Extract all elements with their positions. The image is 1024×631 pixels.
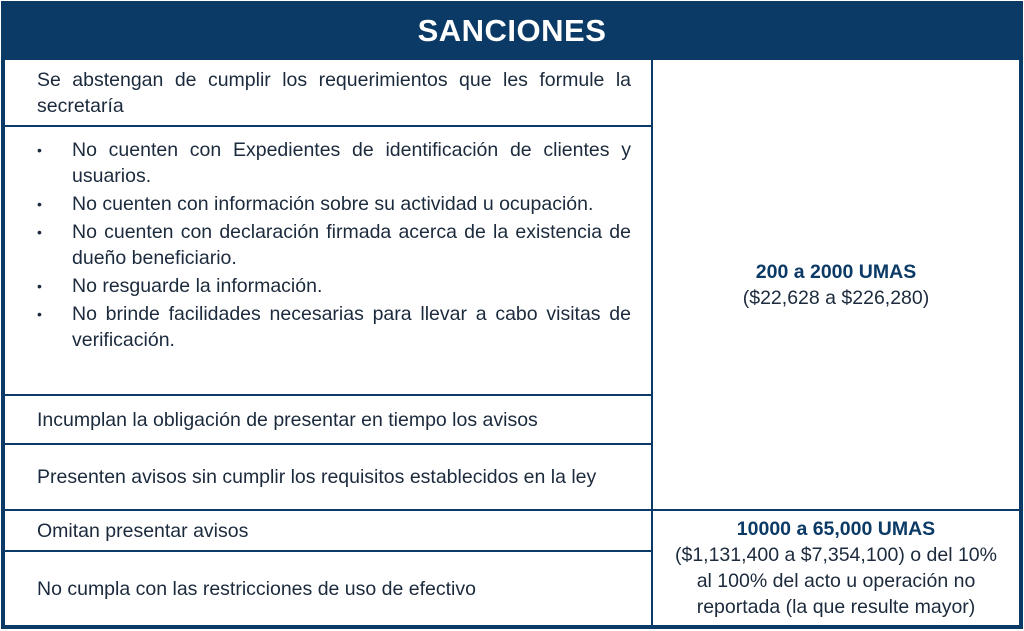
offense-row-invalid-notices <box>3 443 653 511</box>
offense-row-requirements <box>3 58 653 127</box>
table-title: SANCIONES <box>417 12 607 48</box>
sanction-amount: 10000 a 65,000 UMAS <box>736 518 936 540</box>
offense-row-omit-notices <box>3 509 653 552</box>
offense-text: Incumplan la obligación de presentar en tiempo los avisos <box>37 408 538 431</box>
list-item: • No resguarde la información. <box>37 273 631 299</box>
offense-row-cash-restrictions <box>3 550 653 627</box>
offense-text: Omitan presentar avisos <box>37 519 249 542</box>
list-item: • No cuenten con información sobre su actividad u ocupación. <box>37 191 631 217</box>
sanction-cell-group-1 <box>651 58 1021 511</box>
list-item: • No cuenten con Expedientes de identificación de clientes y usuarios. <box>37 137 631 189</box>
sanction-cell-group-2 <box>651 509 1021 627</box>
offense-row-late-notices <box>3 394 653 445</box>
offense-text: Se abstengan de cumplir los requerimientos que les formule la secretaría <box>37 68 631 117</box>
sanction-detail: ($1,131,400 a $7,354,100) o del 10% al 100% del acto u operación no reportada (la que resulte mayor) <box>674 544 997 618</box>
offense-text: No cumpla con las restricciones de uso de efectivo <box>37 577 476 600</box>
sanctions-table <box>1 1 1023 629</box>
offense-bullet-list <box>37 137 631 353</box>
offense-row-bullets <box>3 125 653 396</box>
list-item: • No cuenten con declaración firmada acerca de la existencia de dueño beneficiario. <box>37 219 631 271</box>
list-item: • No brinde facilidades necesarias para llevar a cabo visitas de verificación. <box>37 301 631 353</box>
offense-text: Presenten avisos sin cumplir los requisitos establecidos en la ley <box>37 466 597 488</box>
table-header <box>3 3 1021 58</box>
sanction-detail: ($22,628 a $226,280) <box>742 286 930 309</box>
sanction-amount: 200 a 2000 UMAS <box>755 260 917 283</box>
